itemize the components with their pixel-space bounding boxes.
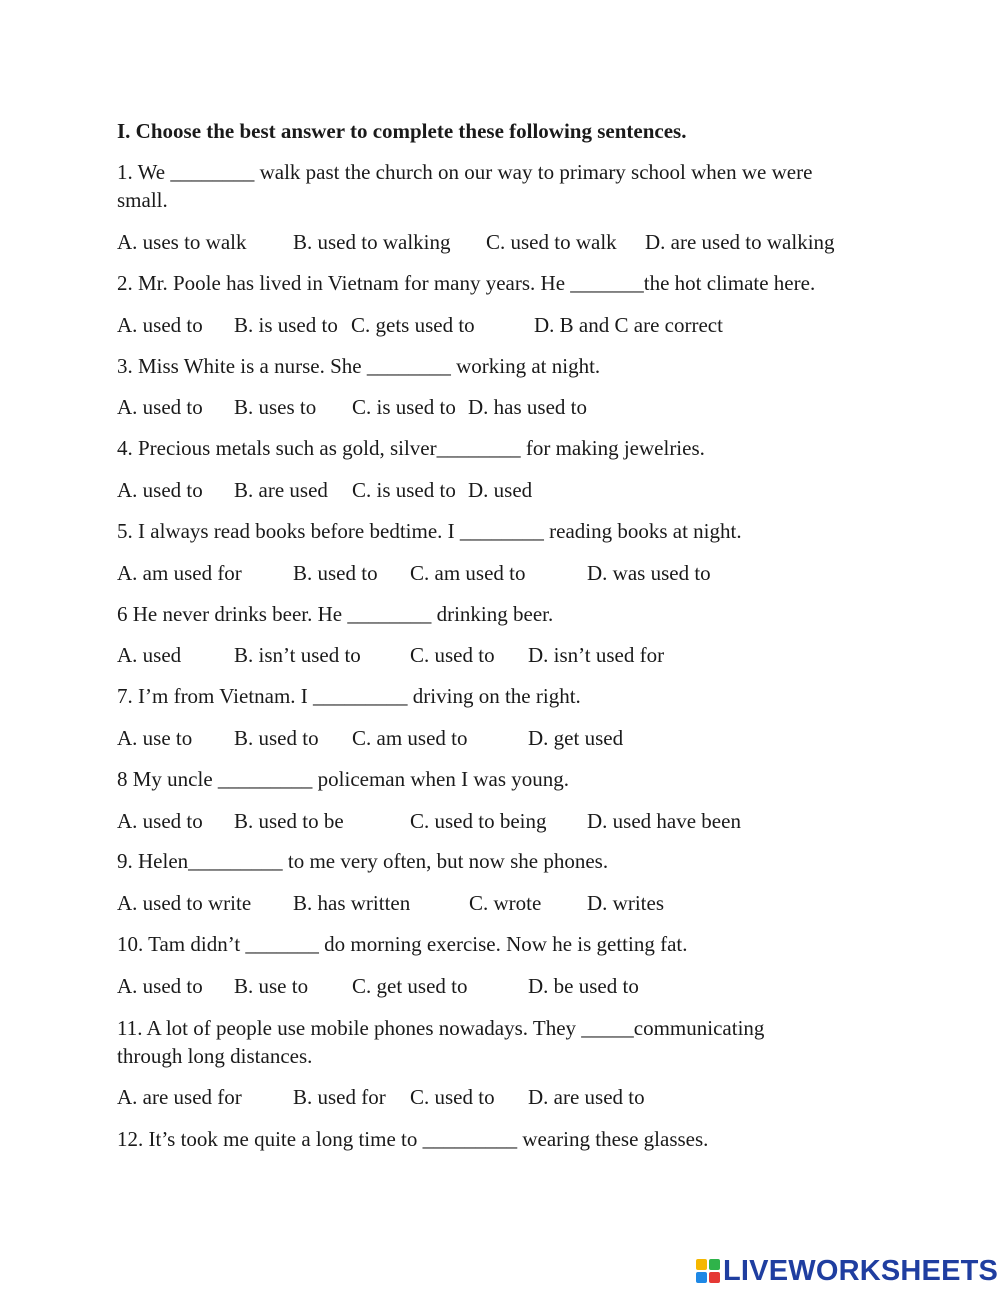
mark-square [696,1259,707,1270]
question-6-text: 6 He never drinks beer. He ________ drinking beer. [117,602,554,626]
option-a[interactable]: A. used to [117,974,203,998]
option-a[interactable]: A. used to [117,313,203,337]
question-6-options [117,641,877,669]
option-c[interactable]: C. am used to [410,561,526,585]
question-12-text: 12. It’s took me quite a long time to _________ wearing these glasses. [117,1127,709,1151]
option-c[interactable]: C. am used to [352,726,468,750]
question-11-text-cont: through long distances. [117,1044,313,1068]
brand-name: LIVEWORKSHEETS [723,1254,999,1287]
question-4-options [117,476,877,504]
question-8-options [117,807,877,835]
question-3-options [117,393,877,421]
question-5-options [117,559,877,587]
option-a[interactable]: A. used to [117,809,203,833]
option-b[interactable]: B. uses to [234,395,317,419]
option-a[interactable]: A. used [117,643,182,667]
option-c[interactable]: C. get used to [352,974,468,998]
option-c[interactable]: C. gets used to [351,313,475,337]
option-b[interactable]: B. used to be [234,809,344,833]
option-b[interactable]: B. used to [234,726,319,750]
option-d[interactable]: D. be used to [528,974,639,998]
option-a[interactable]: A. used to write [117,891,252,915]
option-d[interactable]: D. B and C are correct [534,313,723,337]
option-a[interactable]: A. are used for [117,1085,242,1109]
option-b[interactable]: B. is used to [234,313,338,337]
option-b[interactable]: B. use to [234,974,309,998]
option-c[interactable]: C. used to [410,643,495,667]
question-1-options [117,228,877,256]
option-a[interactable]: A. used to [117,395,203,419]
liveworksheets-mark-icon [696,1259,720,1283]
mark-square [709,1272,720,1283]
question-2-options [117,311,877,339]
option-d[interactable]: D. are used to walking [645,230,835,254]
option-d[interactable]: D. isn’t used for [528,643,665,667]
question-4-text: 4. Precious metals such as gold, silver________ for making jewelries. [117,436,705,460]
question-10-options [117,972,877,1000]
question-11-options [117,1083,877,1111]
option-a[interactable]: A. used to [117,478,203,502]
option-c[interactable]: C. used to being [410,809,547,833]
question-2-text: 2. Mr. Poole has lived in Vietnam for many years. He _______the hot climate here. [117,271,816,295]
option-d[interactable]: D. get used [528,726,624,750]
option-c[interactable]: C. is used to [352,395,456,419]
question-1-text-cont: small. [117,188,168,212]
option-b[interactable]: B. isn’t used to [234,643,361,667]
question-9-options [117,889,877,917]
option-c[interactable]: C. used to walk [486,230,617,254]
option-b[interactable]: B. used to [293,561,378,585]
option-a[interactable]: A. am used for [117,561,242,585]
question-9-text: 9. Helen_________ to me very often, but now she phones. [117,849,609,873]
question-10-text: 10. Tam didn’t _______ do morning exercise. Now he is getting fat. [117,932,688,956]
question-11-text: 11. A lot of people use mobile phones nowadays. They _____communicating [117,1016,765,1040]
option-c[interactable]: C. wrote [469,891,542,915]
section-heading: I. Choose the best answer to complete these following sentences. [117,119,687,143]
option-d[interactable]: D. used [468,478,533,502]
question-7-options [117,724,877,752]
liveworksheets-logo [696,1256,998,1286]
option-a[interactable]: A. uses to walk [117,230,247,254]
question-5-text: 5. I always read books before bedtime. I ________ reading books at night. [117,519,742,543]
option-b[interactable]: B. has written [293,891,411,915]
mark-square [696,1272,707,1283]
option-c[interactable]: C. used to [410,1085,495,1109]
option-a[interactable]: A. use to [117,726,193,750]
mark-square [709,1259,720,1270]
option-d[interactable]: D. was used to [587,561,711,585]
question-1-text: 1. We ________ walk past the church on our way to primary school when we were [117,160,813,184]
option-d[interactable]: D. are used to [528,1085,645,1109]
option-b[interactable]: B. are used [234,478,328,502]
option-d[interactable]: D. has used to [468,395,587,419]
question-3-text: 3. Miss White is a nurse. She ________ working at night. [117,354,601,378]
option-b[interactable]: B. used to walking [293,230,451,254]
option-b[interactable]: B. used for [293,1085,386,1109]
option-c[interactable]: C. is used to [352,478,456,502]
option-d[interactable]: D. used have been [587,809,741,833]
question-8-text: 8 My uncle _________ policeman when I was young. [117,767,570,791]
option-d[interactable]: D. writes [587,891,664,915]
question-7-text: 7. I’m from Vietnam. I _________ driving on the right. [117,684,581,708]
